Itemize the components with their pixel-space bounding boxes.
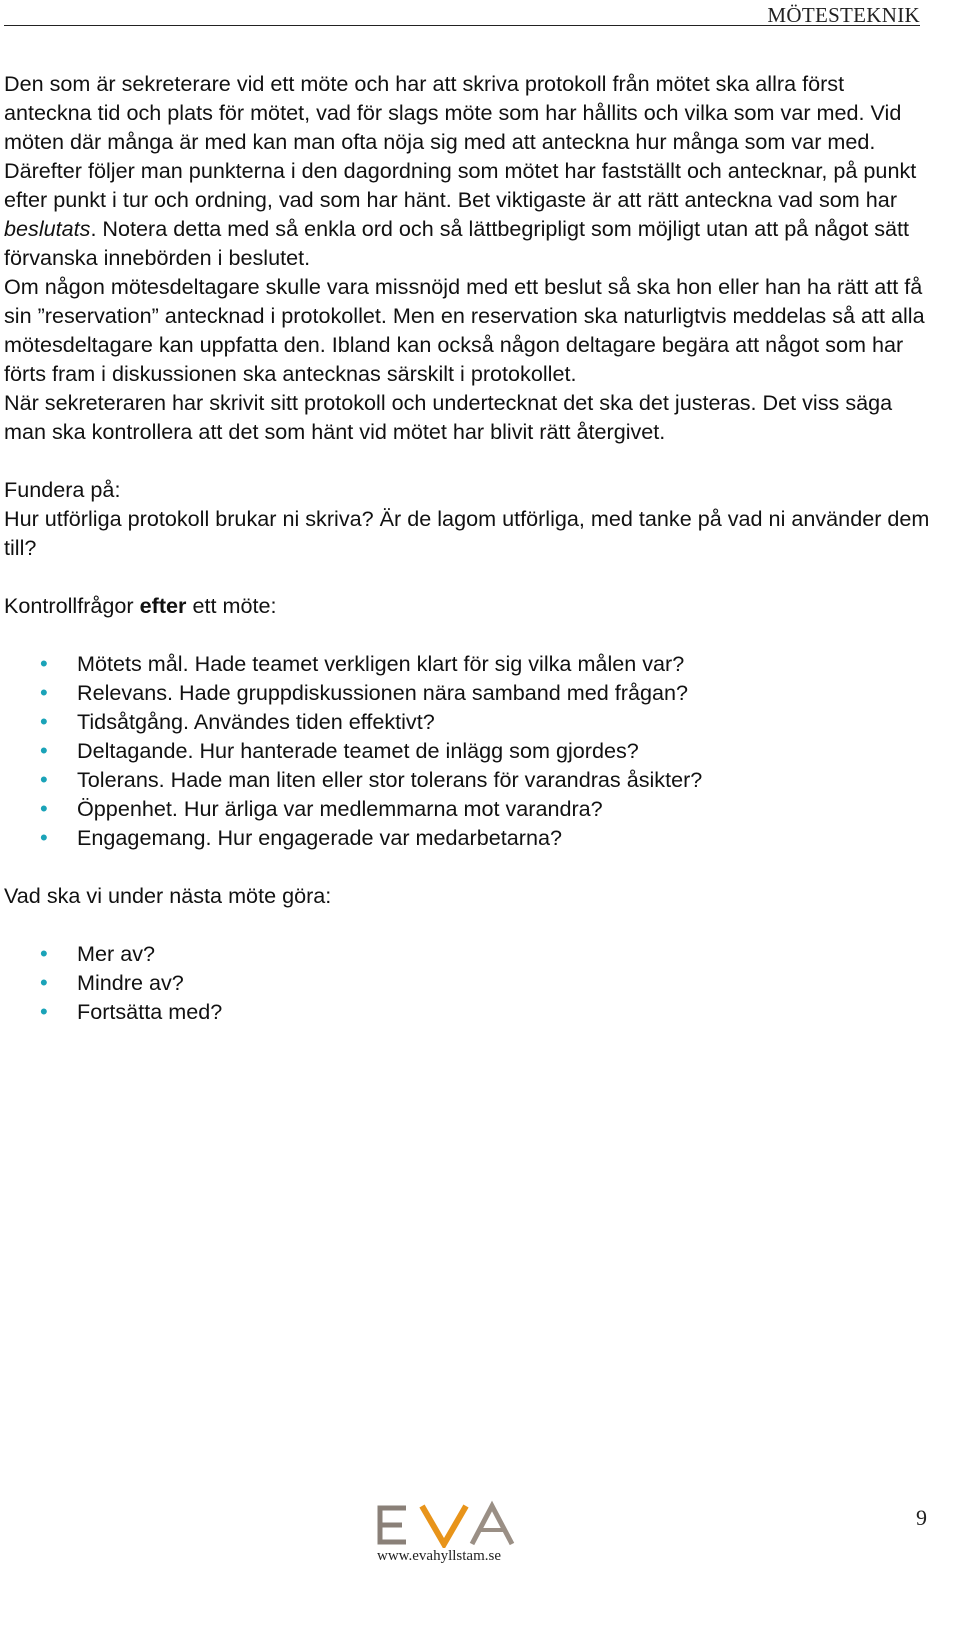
bullet-icon: • (40, 680, 48, 705)
list-item (4, 649, 934, 678)
list-item-text: Engagemang. Hur engagerade var medarbetarna? (77, 825, 562, 850)
list-item (4, 736, 934, 765)
list-item-text: Fortsätta med? (77, 999, 223, 1024)
paragraph-2-emphasis: beslutats (4, 216, 91, 241)
page-header (4, 0, 920, 26)
bullet-icon: • (40, 825, 48, 850)
bullet-icon: • (40, 651, 48, 676)
eva-logo (374, 1500, 524, 1553)
paragraph-2-part-b: . Notera detta med så enkla ord och så lättbegripligt som möjligt utan att på något sätt förvanska innebörden i beslutet. (4, 216, 910, 270)
list-item-text: Tolerans. Hade man liten eller stor tolerans för varandras åsikter? (77, 767, 703, 792)
paragraph-4: När sekreteraren har skrivit sitt protokoll och undertecknat det ska det justeras. Det viss säga man ska kontrollera att det som hänt vid mötet har blivit rätt återgivet. (4, 390, 893, 444)
paragraph-2 (4, 156, 934, 272)
footer-url: www.evahyllstam.se (377, 1548, 501, 1564)
list-item-text: Mötets mål. Hade teamet verkligen klart för sig vilka målen var? (77, 651, 685, 676)
control-question-list (4, 649, 934, 852)
paragraph-3: Om någon mötesdeltagare skulle vara missnöjd med ett beslut så ska hon eller han ha rätt att få sin ”reservation” antecknad i protokollet. Men en reservation ska naturligtvis meddelas så att alla mötesdeltagare kan uppfatta den. Ibland kan också någon deltagare begära att något som har förts fram i diskussionen ska antecknas särskilt i protokollet. (4, 274, 925, 386)
next-meeting-list (4, 939, 934, 1026)
bullet-icon: • (40, 738, 48, 763)
list-item-text: Deltagande. Hur hanterade teamet de inlägg som gjordes? (77, 738, 639, 763)
bullet-icon: • (40, 767, 48, 792)
page-number: 9 (916, 1505, 927, 1530)
control-heading-part-b: ett möte: (186, 593, 277, 618)
control-heading-part-a: Kontrollfrågor (4, 593, 140, 618)
bullet-icon: • (40, 970, 48, 995)
list-item-text: Mer av? (77, 941, 156, 966)
list-item-text: Mindre av? (77, 970, 184, 995)
list-item (4, 765, 934, 794)
bullet-icon: • (40, 999, 48, 1024)
eva-logo-icon (374, 1500, 524, 1548)
header-title: MÖTESTEKNIK (767, 3, 920, 27)
list-item-text: Tidsåtgång. Användes tiden effektivt? (77, 709, 435, 734)
reflect-question: Hur utförliga protokoll brukar ni skriva? Är de lagom utförliga, med tanke på vad ni använder dem till? (4, 506, 930, 560)
list-item-text: Öppenhet. Hur ärliga var medlemmarna mot varandra? (77, 796, 603, 821)
document-body (4, 69, 934, 1026)
list-item (4, 997, 934, 1026)
reflect-heading: Fundera på: (4, 477, 121, 502)
list-item (4, 678, 934, 707)
next-meeting-heading: Vad ska vi under nästa möte göra: (4, 883, 332, 908)
control-heading (4, 591, 934, 620)
list-item (4, 707, 934, 736)
list-item (4, 968, 934, 997)
bullet-icon: • (40, 796, 48, 821)
bullet-icon: • (40, 941, 48, 966)
paragraph-1: Den som är sekreterare vid ett möte och har att skriva protokoll från mötet ska allra först anteckna tid och plats för mötet, vad för slags möte som har hållits och vilka som var med. Vid möten där många är med kan man ofta nöja sig med att anteckna hur många som var med. (4, 71, 902, 154)
paragraph-2-part-a: Därefter följer man punkterna i den dagordning som mötet har fastställt och antecknar, på punkt efter punkt i tur och ordning, vad som har hänt. Bet viktigaste är att rätt anteckna vad som har (4, 158, 917, 212)
bullet-icon: • (40, 709, 48, 734)
list-item-text: Relevans. Hade gruppdiskussionen nära samband med frågan? (77, 680, 689, 705)
list-item (4, 823, 934, 852)
control-heading-bold: efter (139, 593, 187, 618)
list-item (4, 794, 934, 823)
list-item (4, 939, 934, 968)
